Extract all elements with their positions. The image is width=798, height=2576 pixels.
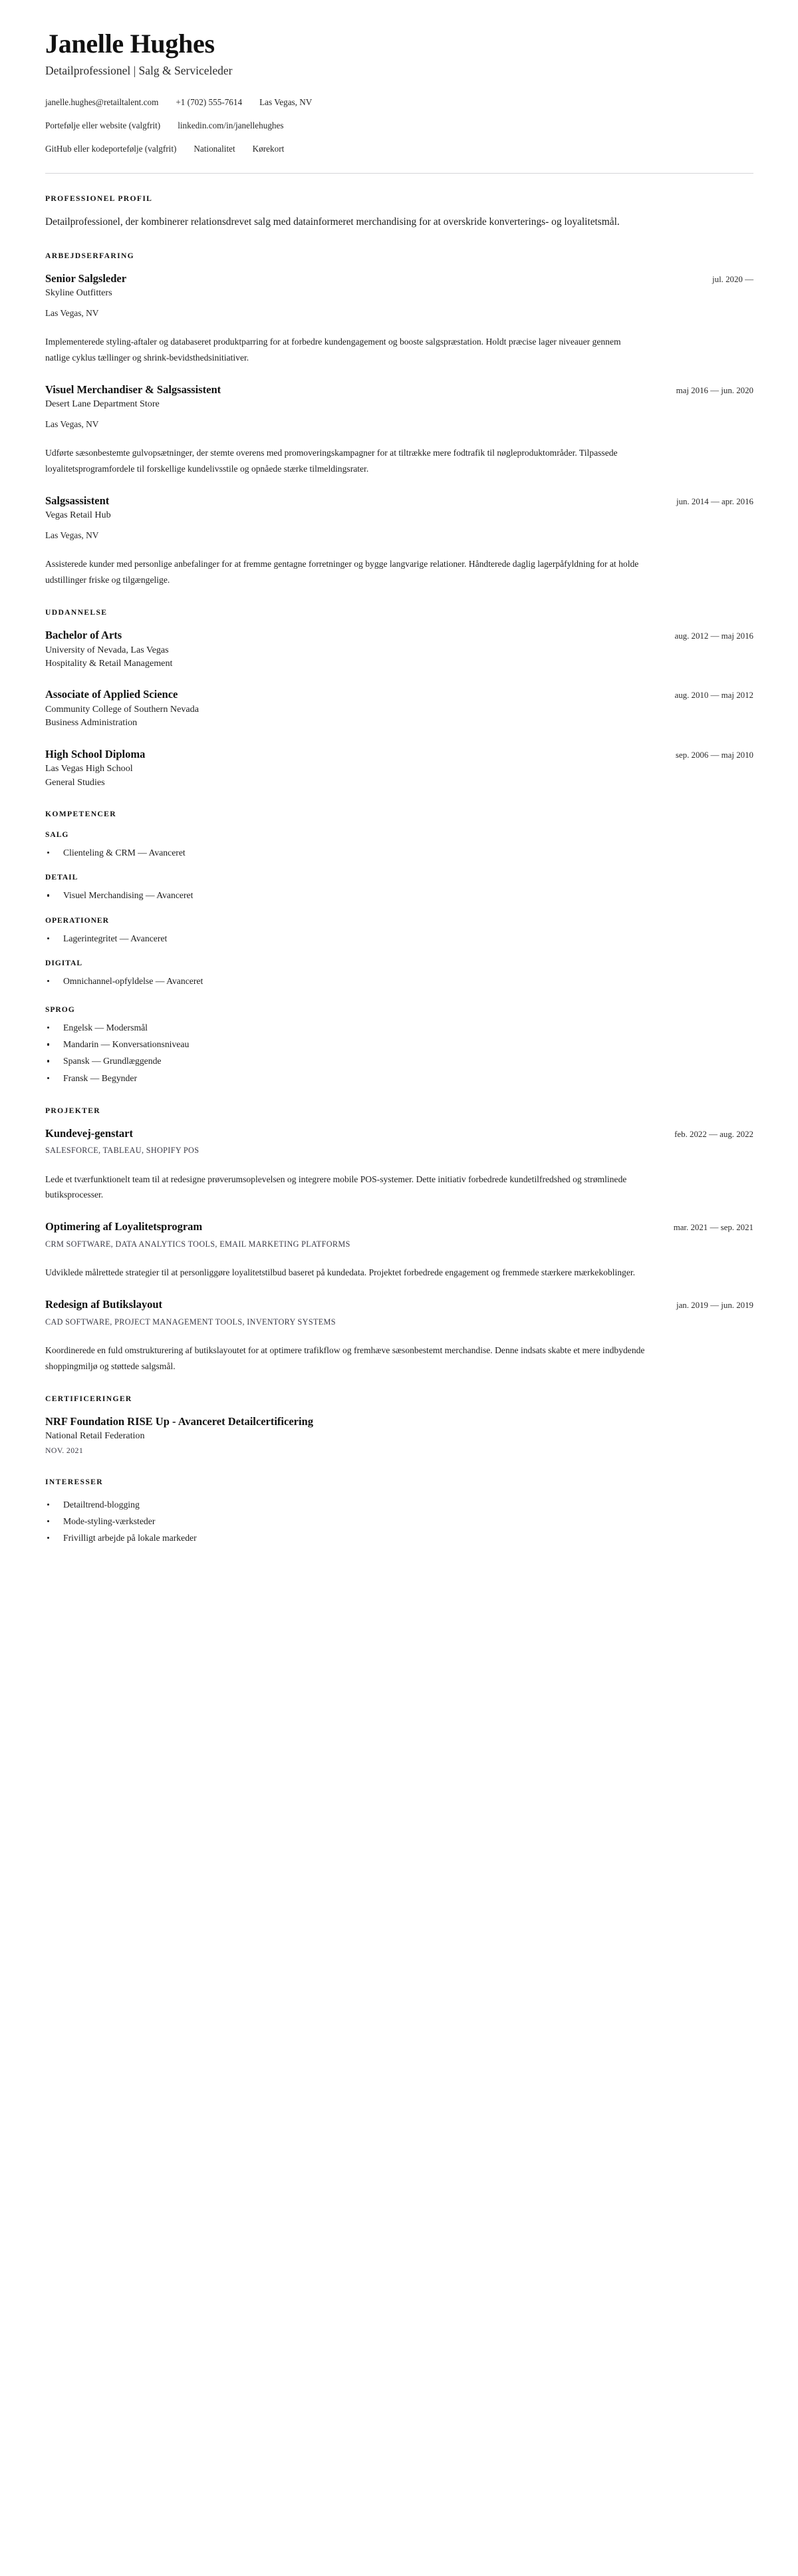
interest-item: Frivilligt arbejde på lokale markeder: [45, 1531, 753, 1545]
project-entry-head: [45, 1219, 753, 1233]
language-item: Spansk — Grundlæggende: [45, 1054, 753, 1068]
skill-group: [45, 872, 753, 903]
section-summary: [45, 194, 753, 231]
language-item: Fransk — Begynder: [45, 1071, 753, 1086]
education-school: University of Nevada, Las Vegas: [45, 644, 169, 655]
experience-company: Vegas Retail Hub: [45, 510, 111, 521]
education-degree: High School Diploma: [45, 747, 146, 760]
language-list: [45, 1021, 753, 1086]
skill-group-title: DETAIL: [45, 873, 78, 882]
interest-list: [45, 1498, 753, 1546]
skill-group-title: OPERATIONER: [45, 915, 109, 925]
education-date: aug. 2012 — maj 2016: [674, 631, 753, 641]
certification-name: NRF Foundation RISE Up - Avanceret Detailcertificering: [45, 1415, 313, 1428]
experience-entry-head: [45, 494, 753, 508]
certification-issuer: National Retail Federation: [45, 1430, 145, 1442]
education-entry: [45, 628, 753, 670]
experience-description: Implementerede styling-aftaler og databaseret produktparring for at forbedre kundengagement og booste salgspræstation. Holdt præcise lager niveauer gennem natlige cyklus tællinger og shrink-bevidsthedsinitiativer.: [45, 337, 621, 363]
section-title-languages: SPROG: [45, 1005, 75, 1014]
experience-location: Las Vegas, NV: [45, 418, 99, 429]
project-entry-head: [45, 1297, 753, 1311]
experience-description: Assisterede kunder med personlige anbefalinger for at fremme gentagne forretninger og bygge langvarige relationer. Håndterede daglig lagerpåfyldning for at holde udstillinger friske og tilgængelige.: [45, 559, 639, 585]
skill-group-title: SALG: [45, 830, 69, 839]
education-school: Las Vegas High School: [45, 763, 133, 774]
section-education: [45, 607, 753, 789]
candidate-headline: Detailprofessionel | Salg & Serviceleder: [45, 63, 233, 77]
project-description: Udviklede målrettede strategier til at personliggøre loyalitetstilbud baseret på kundedata. Projektet forbedrede engagement og fremmede stærkere mærkekoblinger.: [45, 1267, 636, 1278]
project-stack: CAD SOFTWARE, PROJECT MANAGEMENT TOOLS, INVENTORY SYSTEMS: [45, 1317, 336, 1327]
contact-nationality: Nationalitet: [194, 144, 235, 154]
project-name: Optimering af Loyalitetsprogram: [45, 1220, 203, 1233]
experience-entry: [45, 494, 753, 587]
section-title-summary: PROFESSIONEL PROFIL: [45, 194, 153, 203]
education-entry: [45, 687, 753, 729]
contact-portfolio[interactable]: Portefølje eller website (valgfrit): [45, 120, 161, 131]
education-date: aug. 2010 — maj 2012: [674, 691, 753, 701]
education-degree: Bachelor of Arts: [45, 629, 122, 642]
project-date: mar. 2021 — sep. 2021: [673, 1223, 753, 1233]
experience-role: Senior Salgsleder: [45, 271, 127, 285]
education-school: Community College of Southern Nevada: [45, 703, 199, 715]
candidate-name: Janelle Hughes: [45, 29, 215, 59]
certification-entry: [45, 1414, 753, 1457]
experience-role: Visuel Merchandiser & Salgsassistent: [45, 383, 221, 396]
interest-item: Detailtrend-blogging: [45, 1498, 753, 1512]
section-title-certifications: CERTIFICERINGER: [45, 1394, 132, 1403]
certification-date: NOV. 2021: [45, 1445, 84, 1455]
section-experience: [45, 251, 753, 587]
education-entry-head: [45, 687, 753, 701]
project-date: feb. 2022 — aug. 2022: [674, 1129, 753, 1139]
education-entry-head: [45, 628, 753, 642]
skill-item: Visuel Merchandising — Avanceret: [45, 888, 753, 903]
experience-entry-head: [45, 383, 753, 397]
section-title-skills: KOMPETENCER: [45, 809, 116, 818]
experience-entry: [45, 383, 753, 476]
skill-group: [45, 830, 753, 860]
project-name: Redesign af Butikslayout: [45, 1298, 163, 1311]
resume-header: [45, 29, 753, 174]
section-title-projects: PROJEKTER: [45, 1106, 101, 1115]
project-date: jan. 2019 — jun. 2019: [676, 1301, 753, 1311]
skill-group: [45, 915, 753, 946]
experience-date: jun. 2014 — apr. 2016: [676, 496, 753, 506]
project-entry: [45, 1126, 753, 1202]
education-entry-head: [45, 747, 753, 761]
education-field: General Studies: [45, 776, 105, 788]
experience-entry: [45, 271, 753, 365]
section-projects: [45, 1106, 753, 1374]
project-name: Kundevej-genstart: [45, 1126, 133, 1140]
language-group: [45, 1005, 753, 1086]
contact-row-web: [45, 119, 753, 132]
language-item: Engelsk — Modersmål: [45, 1021, 753, 1035]
skill-group-title: DIGITAL: [45, 958, 83, 967]
header-divider: [45, 173, 753, 174]
contact-github[interactable]: GitHub eller kodeportefølje (valgfrit): [45, 144, 177, 154]
skill-item: Clienteling & CRM — Avanceret: [45, 846, 753, 860]
contact-phone[interactable]: +1 (702) 555-7614: [176, 97, 243, 108]
contact-email[interactable]: janelle.hughes@retailtalent.com: [45, 97, 159, 108]
experience-location: Las Vegas, NV: [45, 530, 99, 540]
project-stack: CRM SOFTWARE, DATA ANALYTICS TOOLS, EMAIL MARKETING PLATFORMS: [45, 1239, 350, 1249]
skill-list: [45, 931, 753, 946]
skill-list: [45, 974, 753, 989]
education-entry: [45, 747, 753, 789]
project-description: Lede et tværfunktionelt team til at redesigne prøverumsoplevelsen og integrere mobile POS-systemer. Dette initiativ forbedrede kundetilfredshed og strømlinede butiksprocesser.: [45, 1174, 627, 1200]
project-description: Koordinerede en fuld omstrukturering af butikslayoutet for at optimere trafikflow og fremhæve sæsonbestemt merchandise. Denne indsats skabte et mere indbydende shoppingmiljø og støttede salgsmål.: [45, 1345, 645, 1371]
experience-date: jul. 2020 —: [712, 274, 753, 284]
education-field: Hospitality & Retail Management: [45, 657, 173, 669]
project-entry: [45, 1297, 753, 1373]
section-skills: [45, 809, 753, 1086]
section-interests: [45, 1477, 753, 1546]
experience-date: maj 2016 — jun. 2020: [676, 385, 753, 395]
contact-row-extra: [45, 142, 753, 156]
experience-company: Skyline Outfitters: [45, 287, 112, 299]
contact-linkedin[interactable]: linkedin.com/in/janellehughes: [178, 120, 284, 131]
skill-list: [45, 888, 753, 903]
language-item: Mandarin — Konversationsniveau: [45, 1037, 753, 1052]
education-degree: Associate of Applied Science: [45, 688, 178, 701]
experience-role: Salgsassistent: [45, 494, 110, 507]
section-title-experience: ARBEJDSERFARING: [45, 251, 135, 260]
project-stack: SALESFORCE, TABLEAU, SHOPIFY POS: [45, 1146, 200, 1156]
skill-item: Omnichannel-opfyldelse — Avanceret: [45, 974, 753, 989]
skill-group: [45, 958, 753, 989]
skill-list: [45, 846, 753, 860]
contact-row-primary: [45, 96, 753, 109]
experience-description: Udførte sæsonbestemte gulvopsætninger, der stemte overens med promoveringskampagner for at tiltrække mere fodtrafik til nøgleproduktområder. Tilpassede loyalitetsprogramfordele til forskellige kundelivsstile og opnåede stærke tilmeldingsrater.: [45, 448, 618, 474]
experience-company: Desert Lane Department Store: [45, 399, 160, 410]
summary-text: Detailprofessionel, der kombinerer relationsdrevet salg med datainformeret merchandising for at overskride konverterings- og loyalitetsmål.: [45, 216, 620, 228]
contact-drivers-license: Kørekort: [252, 144, 285, 154]
section-title-interests: INTERESSER: [45, 1477, 103, 1486]
experience-location: Las Vegas, NV: [45, 307, 99, 318]
education-field: Business Administration: [45, 717, 138, 728]
interest-item: Mode-styling-værksteder: [45, 1514, 753, 1529]
project-entry: [45, 1219, 753, 1280]
section-title-education: UDDANNELSE: [45, 608, 108, 617]
contact-location: Las Vegas, NV: [259, 97, 313, 108]
experience-entry-head: [45, 271, 753, 285]
project-entry-head: [45, 1126, 753, 1140]
skill-item: Lagerintegritet — Avanceret: [45, 931, 753, 946]
education-date: sep. 2006 — maj 2010: [675, 750, 753, 760]
section-certifications: [45, 1394, 753, 1457]
